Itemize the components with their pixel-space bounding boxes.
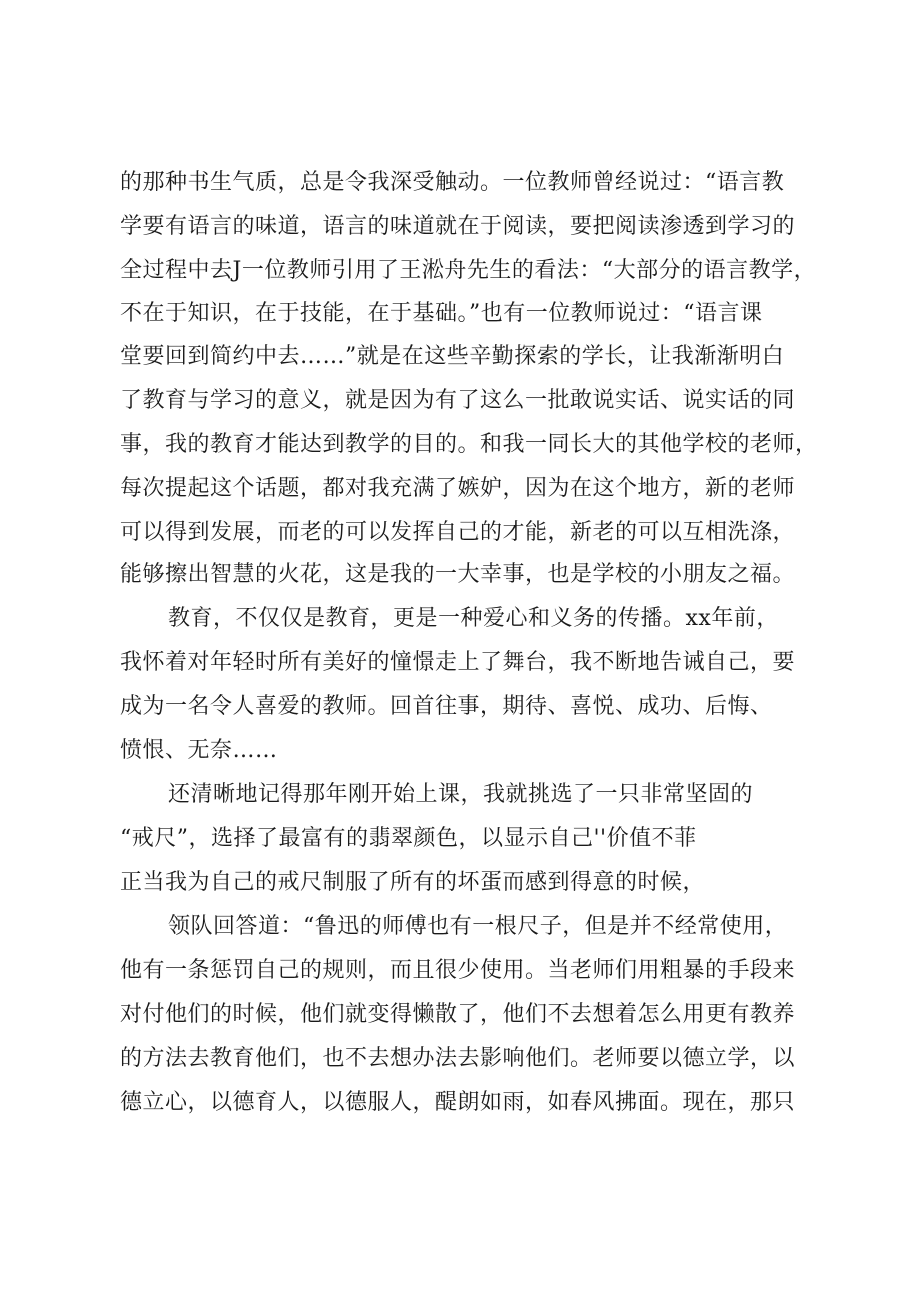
paragraph-start: 还清晰地记得那年刚开始上课，我就挑选了一只非常坚固的 bbox=[168, 782, 754, 807]
text-line: “戒尺”，选择了最富有的翡翠颜色，以显示自己''价值不菲 bbox=[120, 826, 697, 851]
text-line: 事，我的教育才能达到教学的目的。和我一同长大的其他学校的老师， bbox=[120, 432, 818, 457]
text-line: 我怀着对年轻时所有美好的憧憬走上了舞台，我不断地告诫自己，要 bbox=[120, 650, 796, 675]
text-line: 学要有语言的味道，语言的味道就在于阅读，要把阅读渗透到学习的 bbox=[120, 214, 796, 239]
text-line: 堂要回到简约中去……”就是在这些辛勤探索的学长，让我渐渐明白 bbox=[120, 344, 785, 369]
text-line: 他有一条惩罚自己的规则，而且很少使用。当老师们用粗暴的手段来 bbox=[120, 958, 796, 983]
text-line: 可以得到发展，而老的可以发挥自己的才能，新老的可以互相洗涤， bbox=[120, 520, 796, 545]
text-line: 全过程中去J一位教师引用了王淞舟先生的看法：“大部分的语言教学， bbox=[120, 258, 817, 283]
text-line: 每次提起这个话题，都对我充满了嫉妒，因为在这个地方，新的老师 bbox=[120, 476, 796, 501]
text-line: 不在于知识，在于技能，在于基础。”也有一位教师说过：“语言课 bbox=[120, 301, 763, 326]
text-line: 成为一名令人喜爱的教师。回首往事，期待、喜悦、成功、后悔、 bbox=[120, 694, 773, 719]
text-line: 能够擦出智慧的火花，这是我的一大幸事，也是学校的小朋友之福。 bbox=[120, 562, 796, 587]
paragraph-start: 领队回答道：“鲁迅的师傅也有一根尺子，但是并不经常使用， bbox=[168, 914, 788, 939]
text-line: 的那种书生气质，总是令我深受触动。一位教师曾经说过：“语言教 bbox=[120, 170, 785, 195]
text-line: 的方法去教育他们，也不去想办法去影响他们。老师要以德立学，以 bbox=[120, 1046, 796, 1071]
paragraph-start: 教育，不仅仅是教育，更是一种爱心和义务的传播。xx年前， bbox=[168, 606, 779, 631]
text-line: 德立心，以德育人，以德服人，醍朗如雨，如春风拂面。现在，那只 bbox=[120, 1090, 796, 1115]
text-line: 了教育与学习的意义，就是因为有了这么一批敢说实话、说实话的同 bbox=[120, 388, 796, 413]
text-line: 对付他们的时候，他们就变得懒散了，他们不去想着怎么用更有教养 bbox=[120, 1002, 796, 1027]
text-line: 正当我为自己的戒尺制服了所有的坏蛋而感到得意的时候， bbox=[120, 870, 706, 895]
text-line: 愤恨、无奈…… bbox=[120, 738, 278, 763]
